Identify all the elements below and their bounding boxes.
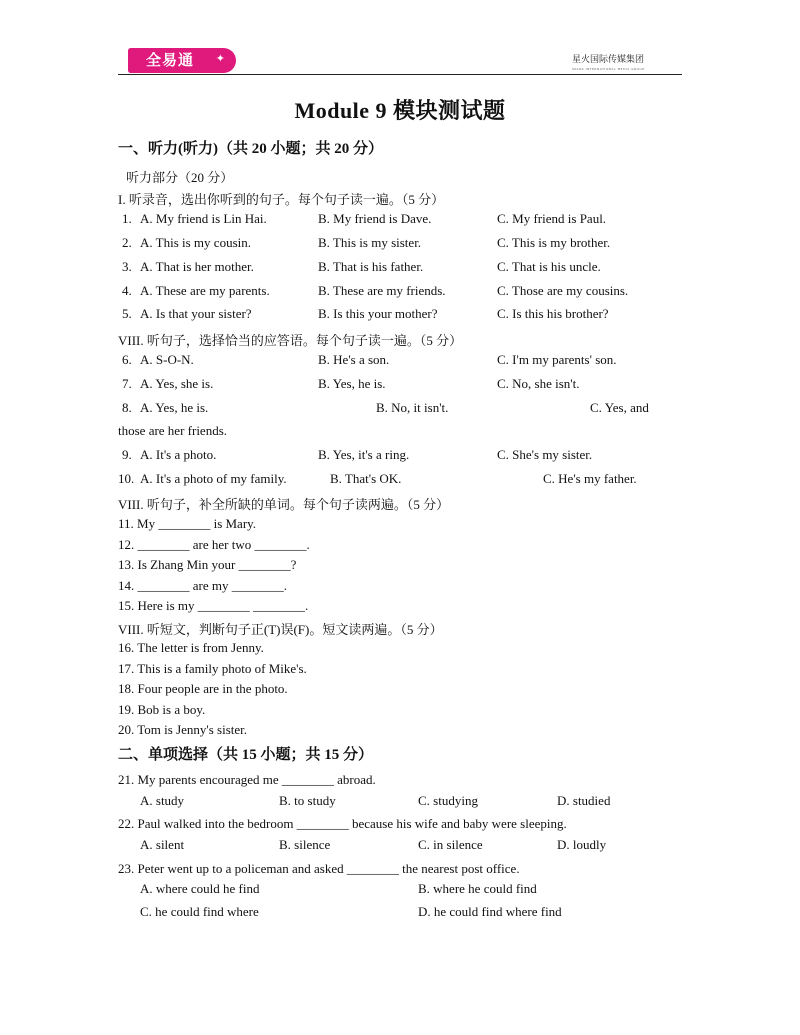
question-number: 9. [122,447,132,462]
option-b: B. silence [279,837,331,852]
listening-subheading: 听力部分（20 分） [126,170,234,185]
option-a: A. Is that your sister? [140,306,252,321]
option-b: B. This is my sister. [318,235,422,250]
option-c: C. That is his uncle. [497,259,601,274]
question-22-stem: 22. Paul walked into the bedroom ________ because his wife and baby were sleeping. [118,816,567,831]
fill-blank-item: 14. ________ are my ________. [118,578,287,593]
part4-instruction: VIII. 听短文，判断句子正(T)误(F)。短文读两遍。（5 分） [118,622,443,637]
question-number: 3. [122,259,132,274]
true-false-item: 17. This is a family photo of Mike's. [118,661,307,676]
option-c: C. in silence [418,837,483,852]
publisher-subtitle: SPARK INTERNATIONAL MEDIA GROUP [572,67,645,71]
fill-blank-item: 11. My ________ is Mary. [118,516,257,531]
option-b: B. No, it isn't. [376,400,449,415]
part2-instruction: VIII. 听句子，选择恰当的应答语。每个句子读一遍。（5 分） [118,333,463,348]
true-false-item: 18. Four people are in the photo. [118,681,288,696]
option-a: A. It's a photo of my family. [140,471,287,486]
option-c-continued: those are her friends. [118,423,228,438]
logo-text: 全易通 [146,51,195,69]
header-divider [118,74,682,75]
option-c: C. he could find where [140,904,259,919]
option-a: A. silent [140,837,185,852]
sparkle-icon: ✦ [215,52,226,65]
brand-logo [128,48,236,73]
option-b: B. to study [279,793,336,808]
option-b: B. That's OK. [330,471,402,486]
true-false-item: 20. Tom is Jenny's sister. [118,722,248,737]
option-a: A. Yes, she is. [140,376,214,391]
true-false-item: 16. The letter is from Jenny. [118,640,264,655]
option-a: A. My friend is Lin Hai. [140,211,267,226]
option-b: B. My friend is Dave. [318,211,432,226]
page-title: Module 9 模块测试题 [294,98,506,123]
option-c: C. My friend is Paul. [497,211,607,226]
option-a: A. It's a photo. [140,447,217,462]
option-a: A. S-O-N. [140,352,194,367]
option-a: A. where could he find [140,881,260,896]
option-c: C. This is my brother. [497,235,611,250]
question-number: 10. [118,471,135,486]
fill-blank-item: 13. Is Zhang Min your ________? [118,557,297,572]
option-c: C. No, she isn't. [497,376,580,391]
option-d: D. loudly [557,837,607,852]
question-number: 5. [122,306,132,321]
part3-instruction: VIII. 听句子，补全所缺的单词。每个句子读两遍。（5 分） [118,497,450,512]
option-a: A. This is my cousin. [140,235,251,250]
option-c: C. I'm my parents' son. [497,352,617,367]
option-b: B. Is this your mother? [318,306,438,321]
question-number: 8. [122,400,132,415]
true-false-item: 19. Bob is a boy. [118,702,206,717]
option-b: B. Yes, he is. [318,376,386,391]
fill-blank-item: 12. ________ are her two ________. [118,537,310,552]
part1-instruction: I. 听录音，选出你听到的句子。每个句子读一遍。（5 分） [118,192,445,207]
publisher-name: 星火国际传媒集团 [572,55,645,65]
question-23-stem: 23. Peter went up to a policeman and asked ________ the nearest post office. [118,861,520,876]
option-a: A. study [140,793,185,808]
section-1-heading: 一、听力(听力)（共 20 小题；共 20 分） [118,141,383,157]
option-b: B. He's a son. [318,352,390,367]
publisher-brand [572,52,645,71]
option-a: A. These are my parents. [140,283,270,298]
option-b: B. These are my friends. [318,283,446,298]
option-a: A. That is her mother. [140,259,254,274]
option-c: C. She's my sister. [497,447,593,462]
question-number: 2. [122,235,132,250]
option-c: C. studying [418,793,478,808]
option-b: B. where he could find [418,881,537,896]
option-b: B. That is his father. [318,259,424,274]
option-a: A. Yes, he is. [140,400,209,415]
section-2-heading: 二、单项选择（共 15 小题；共 15 分） [118,747,374,763]
option-c: C. He's my father. [543,471,637,486]
question-21-stem: 21. My parents encouraged me ________ abroad. [118,772,376,787]
option-b: B. Yes, it's a ring. [318,447,410,462]
question-number: 7. [122,376,132,391]
question-number: 1. [122,211,132,226]
question-number: 4. [122,283,132,298]
question-number: 6. [122,352,132,367]
option-d: D. he could find where find [418,904,562,919]
option-d: D. studied [557,793,611,808]
option-c: C. Is this his brother? [497,306,609,321]
fill-blank-item: 15. Here is my ________ ________. [118,598,309,613]
option-c: C. Yes, and [590,400,649,415]
option-c: C. Those are my cousins. [497,283,629,298]
